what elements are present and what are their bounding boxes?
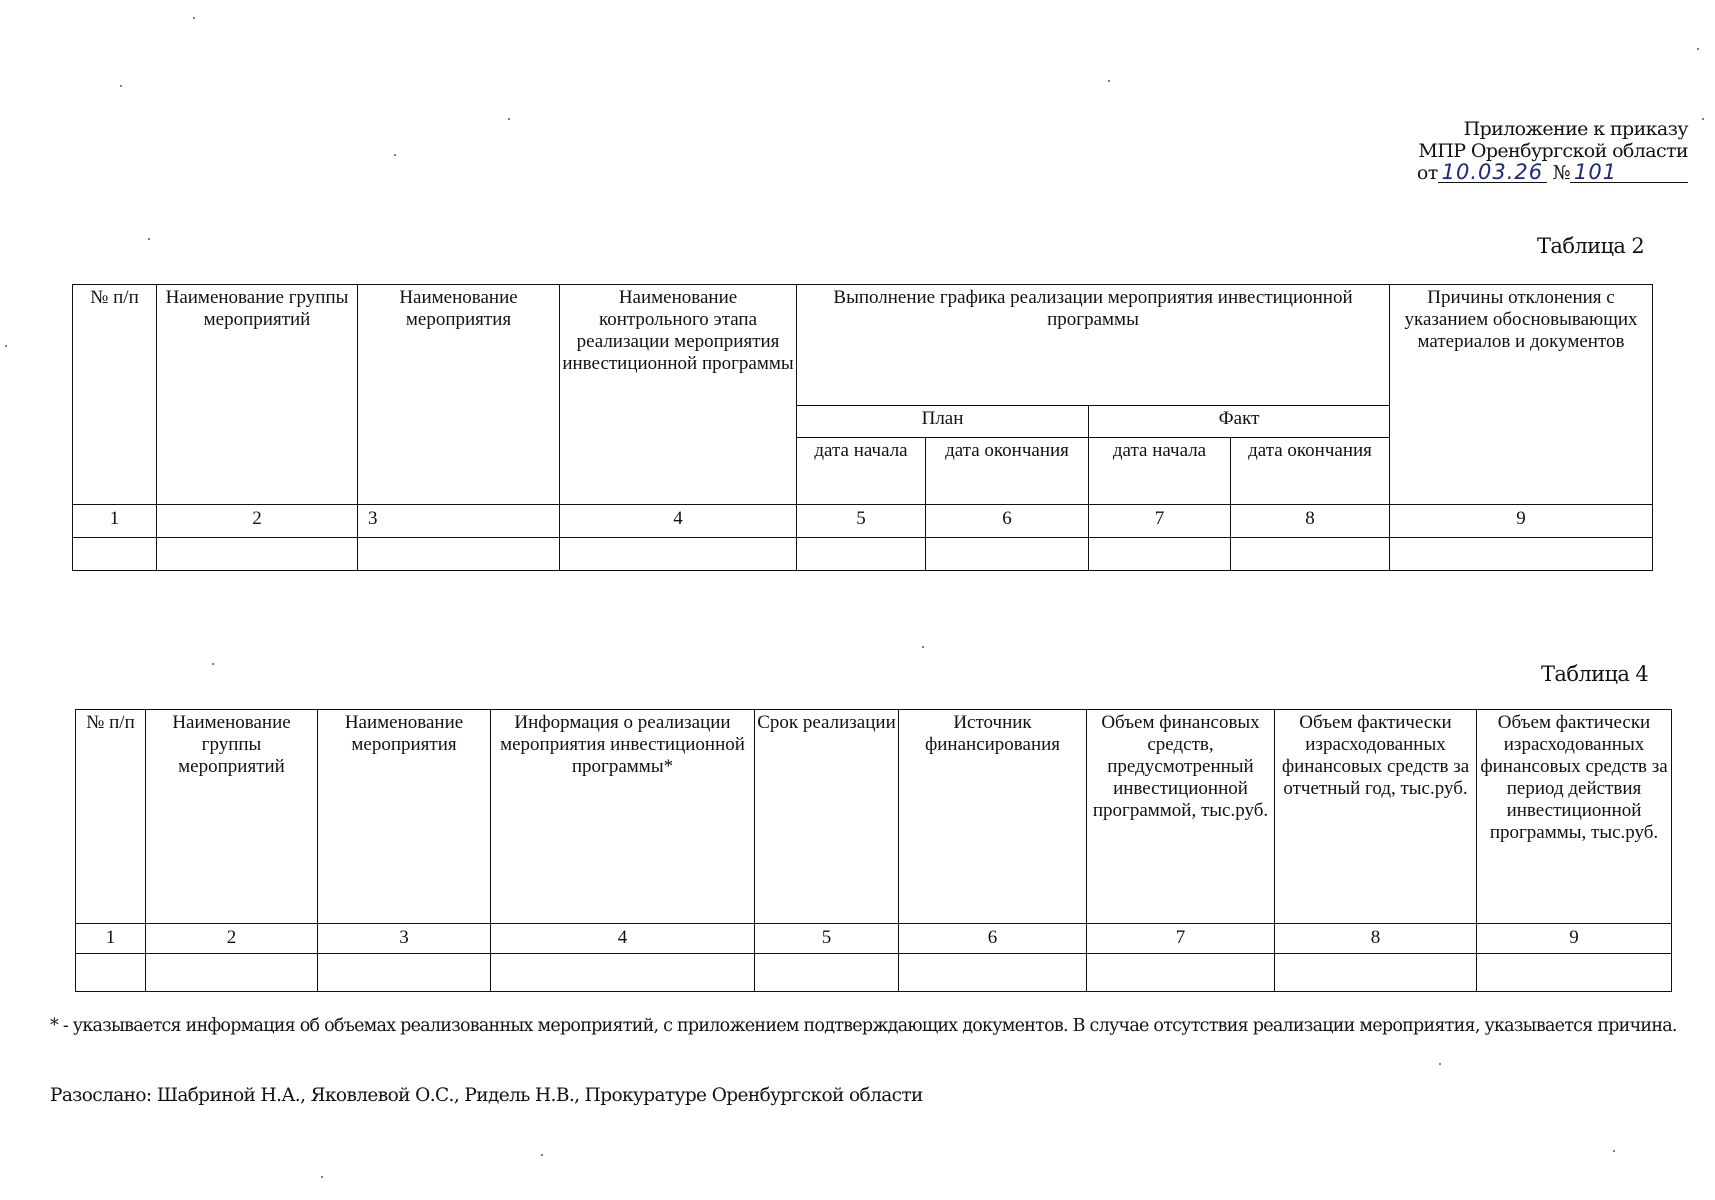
t4-index-cell: 5 [755,924,899,954]
t2-index-cell: 2 [157,505,358,538]
t4-index-cell: 2 [146,924,318,954]
t2-index-cell: 7 [1089,505,1231,538]
t2-index-row [73,505,1653,538]
t4-empty-cell [318,954,491,992]
table-4 [75,709,1672,992]
t2-empty-cell [560,538,797,571]
appendix-line-1: Приложение к приказу [1463,118,1688,140]
scan-speck [394,154,396,156]
scan-speck [321,1176,323,1178]
t2-index-cell: 3 [358,505,560,538]
t2-header-fact-start: дата начала [1089,438,1231,505]
scan-speck [1702,118,1704,120]
table-2 [72,284,1653,571]
t2-index-cell: 9 [1390,505,1653,538]
t2-header-schedule: Выполнение графика реализации мероприятия инвестиционной программы [797,285,1390,406]
t4-header-measure-name: Наименование мероприятия [318,710,491,924]
scan-speck [541,1154,543,1156]
scan-speck [120,85,122,87]
t4-empty-cell [899,954,1087,992]
table-2-label: Таблица 2 [1537,234,1645,258]
t2-empty-cell [1089,538,1231,571]
scan-speck [193,17,195,19]
t4-header-row [76,710,1672,924]
t2-index-cell: 5 [797,505,926,538]
t4-index-cell: 7 [1087,924,1275,954]
footnote: * - указывается информация об объемах реализованных мероприятий, с приложением подтверждающих документов. В случае отсутствия реализации мероприятия, указывается причина. [50,1016,1677,1036]
handwritten-date: 10.03.26 [1438,162,1548,183]
t2-empty-row [73,538,1653,571]
t2-header-plan-start: дата начала [797,438,926,505]
t2-index-cell: 1 [73,505,157,538]
t2-header-fact: Факт [1089,406,1390,438]
t4-empty-cell [76,954,146,992]
t4-index-cell: 9 [1477,924,1672,954]
scan-speck [922,646,924,648]
t2-header-plan-end: дата окончания [926,438,1089,505]
date-prefix: от [1416,162,1438,184]
t4-header-spent-period: Объем фактически израсходованных финансовых средств за период действия инвестиционной программы, тыс.руб. [1477,710,1672,924]
appendix-date-line [1417,162,1688,184]
scan-speck [5,345,7,347]
t2-index-cell: 4 [560,505,797,538]
t4-index-cell: 6 [899,924,1087,954]
t4-empty-cell [491,954,755,992]
t4-header-funding-source: Источник финансирования [899,710,1087,924]
table-4-label: Таблица 4 [1541,662,1649,686]
scan-speck [148,238,150,240]
appendix-line-2: МПР Оренбургской области [1418,140,1688,162]
t2-header-group-name: Наименование группы мероприятий [157,285,358,505]
t4-empty-cell [1087,954,1275,992]
t4-empty-cell [755,954,899,992]
t2-index-cell: 6 [926,505,1089,538]
appendix-header [1417,118,1688,184]
t2-empty-cell [73,538,157,571]
scan-speck [1108,80,1110,82]
t4-header-number: № п/п [76,710,146,924]
scan-speck [1439,1063,1441,1065]
t4-index-row [76,924,1672,954]
t2-empty-cell [926,538,1089,571]
t2-header-number: № п/п [73,285,157,505]
t2-index-cell: 8 [1231,505,1390,538]
t2-header-fact-end: дата окончания [1231,438,1390,505]
t2-empty-cell [157,538,358,571]
t4-header-spent-year: Объем фактически израсходованных финансовых средств за отчетный год, тыс.руб. [1275,710,1477,924]
t2-empty-cell [1390,538,1653,571]
t4-header-group-name: Наименование группы мероприятий [146,710,318,924]
t4-empty-cell [1275,954,1477,992]
t4-header-planned-funds: Объем финансовых средств, предусмотренный инвестиционной программой, тыс.руб. [1087,710,1275,924]
distribution-list: Разослано: Шабриной Н.А., Яковлевой О.С., Ридель Н.В., Прокуратуре Оренбургской области [50,1085,923,1106]
t4-header-term: Срок реализации [755,710,899,924]
scan-speck [1697,48,1699,50]
t4-index-cell: 3 [318,924,491,954]
t2-header-control-stage: Наименование контрольного этапа реализации мероприятия инвестиционной программы [560,285,797,505]
t4-index-cell: 4 [491,924,755,954]
t2-header-deviation-reasons: Причины отклонения с указанием обосновывающих материалов и документов [1390,285,1653,505]
scan-speck [212,663,214,665]
handwritten-number: 101 [1570,162,1688,183]
t4-empty-row [76,954,1672,992]
t4-index-cell: 1 [76,924,146,954]
number-prefix: № [1552,162,1570,184]
t2-header-measure-name: Наименование мероприятия [358,285,560,505]
t2-header-plan: План [797,406,1089,438]
t4-index-cell: 8 [1275,924,1477,954]
t4-empty-cell [1477,954,1672,992]
t4-empty-cell [146,954,318,992]
scan-speck [508,118,510,120]
t2-empty-cell [358,538,560,571]
scan-speck [1613,1150,1615,1152]
t2-empty-cell [1231,538,1390,571]
t4-header-implementation-info: Информация о реализации мероприятия инвестиционной программы* [491,710,755,924]
t2-empty-cell [797,538,926,571]
